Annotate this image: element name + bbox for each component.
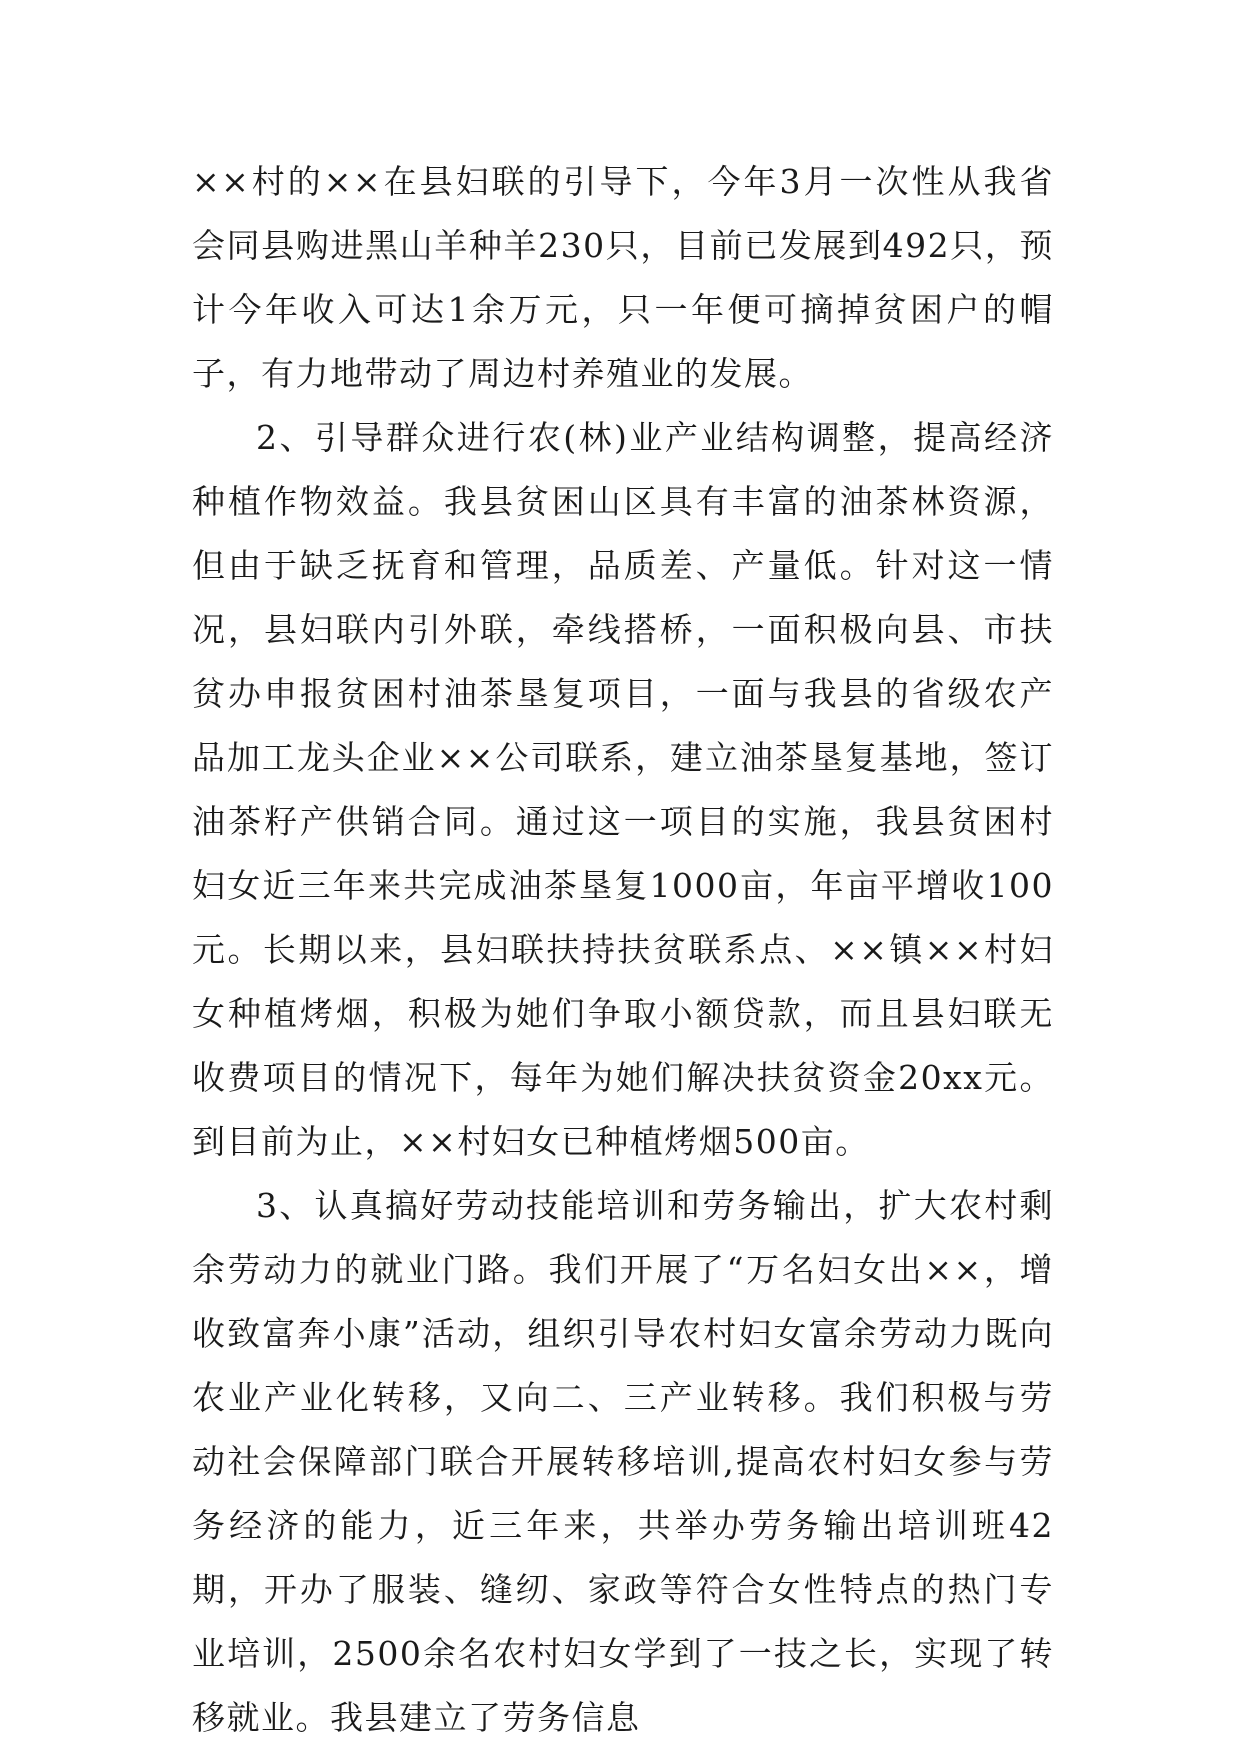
paragraph-2: 2、引导群众进行农(林)业产业结构调整，提高经济种植作物效益。我县贫困山区具有丰富的油茶林资源，但由于缺乏抚育和管理，品质差、产量低。针对这一情况，县妇联内引外联，牵线搭桥，一面积极向县、市扶贫办申报贫困村油茶垦复项目，一面与我县的省级农产品加工龙头企业××公司联系，建立油茶垦复基地，签订油茶籽产供销合同。通过这一项目的实施，我县贫困村妇女近三年来共完成油茶垦复1000亩，年亩平增收100元。长期以来，县妇联扶持扶贫联系点、××镇××村妇女种植烤烟，积极为她们争取小额贷款，而且县妇联无收费项目的情况下，每年为她们解决扶贫资金20xx元。到目前为止，××村妇女已种植烤烟500亩。 bbox=[192, 418, 1054, 1161]
body-text bbox=[192, 150, 1054, 1750]
paragraph-continuation: ××村的××在县妇联的引导下，今年3月一次性从我省会同县购进黑山羊种羊230只，目前已发展到492只，预计今年收入可达1余万元，只一年便可摘掉贫困户的帽子，有力地带动了周边村养殖业的发展。 bbox=[192, 162, 1054, 393]
paragraph-3: 3、认真搞好劳动技能培训和劳务输出，扩大农村剩余劳动力的就业门路。我们开展了“万名妇女出××，增收致富奔小康”活动，组织引导农村妇女富余劳动力既向农业产业化转移，又向二、三产业转移。我们积极与劳动社会保障部门联合开展转移培训,提高农村妇女参与劳务经济的能力，近三年来，共举办劳务输出培训班42期，开办了服装、缝纫、家政等符合女性特点的热门专业培训，2500余名农村妇女学到了一技之长，实现了转移就业。我县建立了劳务信息 bbox=[192, 1186, 1054, 1737]
